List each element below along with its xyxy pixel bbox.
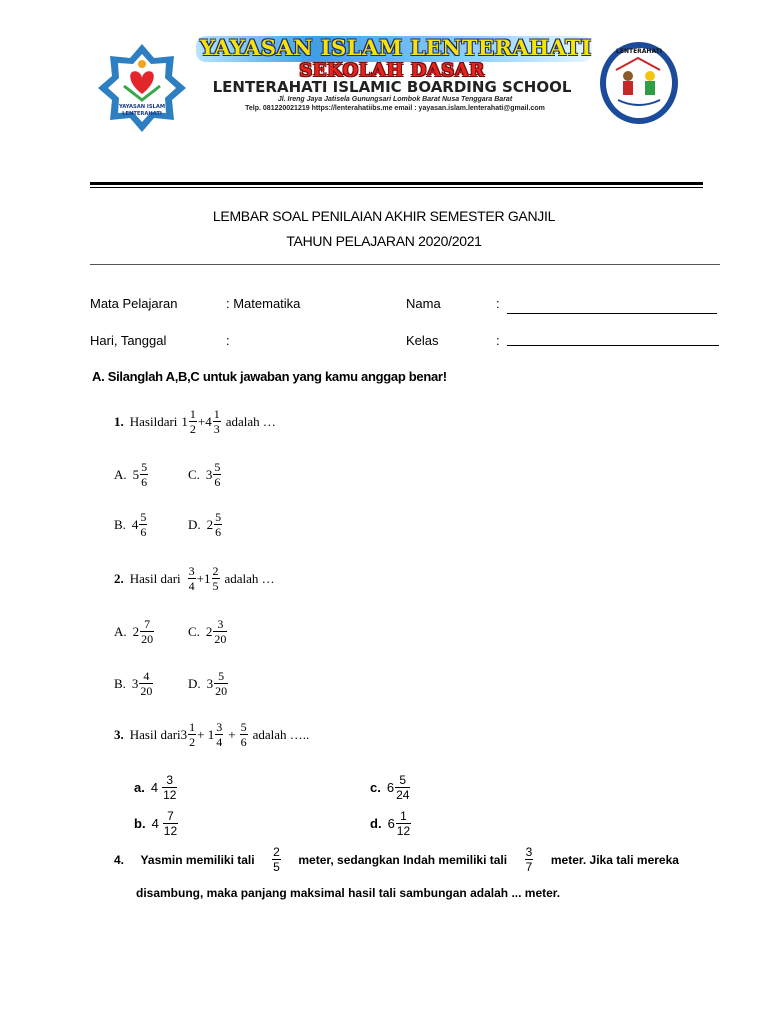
svg-text:LENTERAHATI: LENTERAHATI [616, 48, 662, 55]
question-1 [114, 407, 276, 436]
question-number: 4. [114, 852, 125, 867]
option-label: B. [114, 675, 126, 691]
fraction: $\frac{1}{2}$ [189, 407, 196, 436]
option-d[interactable] [370, 809, 412, 838]
question-number: 1. [114, 413, 124, 429]
fraction: $\frac{5}{24}$ [396, 773, 410, 802]
whole-number: 6 [386, 780, 395, 795]
question-number: 3. [114, 726, 124, 742]
question-text: Yasmin memiliki tali [140, 852, 255, 867]
option-a[interactable] [114, 460, 149, 489]
name-label: Nama [406, 296, 441, 311]
header-rule-thick [90, 182, 703, 185]
doc-subtitle: TAHUN PELAJARAN 2020/2021 [286, 233, 482, 249]
date-value: : [226, 333, 230, 348]
fraction: $\frac{4}{20}$ [140, 669, 153, 698]
operator: + 1 [197, 726, 215, 742]
question-4 [114, 845, 679, 874]
option-label: A. [114, 623, 127, 639]
whole-number: 2 [132, 623, 140, 639]
fraction: $\frac{1}{3}$ [213, 407, 220, 436]
option-label: d. [370, 816, 382, 831]
option-c[interactable] [188, 460, 222, 489]
question-4-line2: disambung, maka panjang maksimal hasil tali sambungan adalah ... meter. [136, 886, 561, 900]
svg-text:YAYASAN ISLAM: YAYASAN ISLAM [118, 104, 166, 110]
option-label: A. [114, 466, 127, 482]
fraction: $\frac{2}{5}$ [273, 845, 280, 874]
option-c[interactable] [370, 773, 411, 802]
date-label: Hari, Tanggal [90, 333, 167, 348]
question-tail: adalah … [225, 413, 276, 429]
question-tail: adalah … [224, 570, 275, 586]
school-contact: Telp. 081220021219 https://lenterahatiibs.me email : yayasan.islam.lenterahati@gmail.com [245, 105, 545, 112]
operator: + [228, 726, 236, 742]
school-name: LENTERAHATI ISLAMIC BOARDING SCHOOL [212, 78, 572, 96]
question-3 [114, 720, 309, 749]
fraction: $\frac{5}{6}$ [214, 460, 221, 489]
class-label: Kelas [406, 333, 439, 348]
option-a[interactable] [114, 617, 155, 646]
school-logo [598, 40, 680, 126]
option-c[interactable] [188, 617, 228, 646]
fraction: $\frac{5}{6}$ [140, 510, 147, 539]
fraction: $\frac{3}{20}$ [214, 617, 227, 646]
option-label: B. [114, 516, 126, 532]
whole-number: 4 [151, 816, 159, 831]
whole-number: 6 [387, 816, 395, 831]
fraction: $\frac{5}{6}$ [215, 510, 222, 539]
option-label: a. [134, 780, 145, 795]
whole-number: 1 [181, 413, 188, 429]
fraction: $\frac{3}{7}$ [525, 845, 533, 874]
option-b[interactable] [134, 809, 179, 838]
subject-label: Mata Pelajaran [90, 296, 178, 311]
fraction: $\frac{5}{20}$ [215, 669, 228, 698]
whole-number: 2 [206, 516, 214, 532]
fraction: $\frac{3}{12}$ [163, 773, 177, 802]
question-text: meter. Jika tali mereka [550, 852, 679, 867]
whole-number: 4 [150, 780, 159, 795]
fraction: $\frac{5}{6}$ [141, 460, 148, 489]
question-text: Hasil dari3 [129, 726, 188, 742]
svg-text:LENTERAHATI: LENTERAHATI [122, 111, 162, 117]
title-rule [90, 264, 720, 265]
operator: +1 [196, 570, 211, 586]
option-label: b. [134, 816, 146, 831]
whole-number: 3 [131, 675, 139, 691]
whole-number: 4 [131, 516, 139, 532]
question-text: meter, sedangkan Indah memiliki tali [298, 852, 508, 867]
option-label: C. [188, 623, 200, 639]
class-colon: : [496, 333, 500, 348]
option-label: D. [188, 675, 201, 691]
operator: +4 [197, 413, 212, 429]
question-number: 2. [114, 570, 124, 586]
whole-number: 5 [132, 466, 140, 482]
foundation-name: YAYASAN ISLAM LENTERAHATI [200, 35, 592, 60]
fraction: $\frac{5}{6}$ [240, 720, 247, 749]
option-label: D. [188, 516, 201, 532]
option-b[interactable] [114, 510, 148, 539]
class-field[interactable] [507, 345, 719, 346]
fraction: $\frac{1}{12}$ [396, 809, 411, 838]
option-a[interactable] [134, 773, 178, 802]
option-label: C. [188, 466, 200, 482]
name-colon: : [496, 296, 500, 311]
subject-value: : Matematika [226, 296, 301, 311]
section-a-instruction: A. Silanglah A,B,C untuk jawaban yang kamu anggap benar! [92, 369, 447, 384]
doc-title: LEMBAR SOAL PENILAIAN AKHIR SEMESTER GANJIL [212, 208, 556, 224]
question-tail: adalah ….. [252, 726, 310, 742]
option-label: c. [370, 780, 381, 795]
fraction: $\frac{3}{4}$ [216, 720, 223, 749]
whole-number: 3 [205, 466, 213, 482]
whole-number: 2 [205, 623, 213, 639]
option-d[interactable] [188, 510, 223, 539]
whole-number: 3 [206, 675, 214, 691]
fraction: $\frac{7}{20}$ [141, 617, 154, 646]
question-text: Hasildari [129, 413, 178, 429]
school-level: SEKOLAH DASAR [299, 60, 485, 81]
header-rule-thin [90, 187, 703, 188]
fraction: $\frac{1}{2}$ [189, 720, 196, 749]
foundation-logo [96, 42, 188, 134]
name-field[interactable] [507, 313, 717, 314]
option-d[interactable] [188, 669, 229, 698]
school-address: Jl. Ireng Jaya Jatisela Gunungsari Lombok Barat Nusa Tenggara Barat [277, 96, 513, 103]
question-2 [114, 564, 275, 593]
question-text: Hasil dari [129, 570, 181, 586]
option-b[interactable] [114, 669, 154, 698]
fraction: $\frac{7}{12}$ [163, 809, 178, 838]
fraction: $\frac{3}{4}$ [188, 564, 195, 593]
fraction: $\frac{2}{5}$ [212, 564, 219, 593]
